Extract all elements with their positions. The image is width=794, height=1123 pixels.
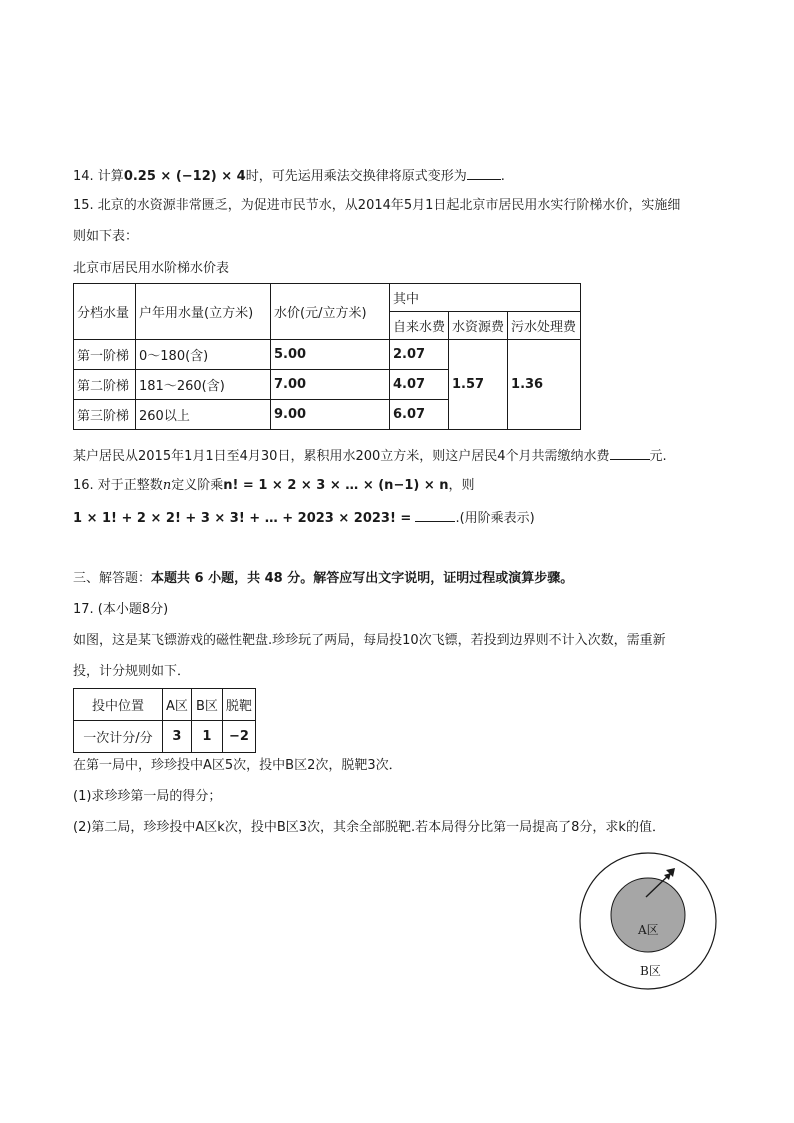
- q15-unit: 元.: [649, 449, 667, 464]
- header-annual-usage: 户年用水量(立方米): [136, 284, 271, 340]
- q16-text-before: 16. 对于正整数: [73, 478, 163, 493]
- q15-answer-blank: [610, 445, 650, 460]
- header-tier: 分档水量: [74, 284, 136, 340]
- q15-line2: 则如下表：: [73, 229, 139, 244]
- price-cell: 9.00: [271, 400, 390, 430]
- range-cell: 181～260(含): [136, 370, 271, 400]
- tier-cell: 第二阶梯: [74, 370, 136, 400]
- q17-line2: 投，计分规则如下．: [73, 664, 191, 679]
- tap-fee-cell: 4.07: [390, 370, 449, 400]
- score-miss: −2: [222, 721, 255, 753]
- zone-a-label: A区: [638, 923, 659, 937]
- q14-expression: 0.25 × (−12) × 4: [123, 169, 246, 184]
- inner-zone-a-circle: [611, 878, 685, 952]
- header-tap-fee: 自来水费: [390, 312, 449, 340]
- header-price: 水价(元/立方米): [271, 284, 390, 340]
- tier-cell: 第三阶梯: [74, 400, 136, 430]
- header-sewage-fee: 污水处理费: [508, 312, 581, 340]
- range-cell: 260以上: [136, 400, 271, 430]
- row-label-score: 一次计分/分: [74, 721, 163, 753]
- q14-answer-blank: [467, 165, 501, 180]
- section-3-instructions: 本题共 6 小题，共 48 分。解答应写出文字说明，证明过程或演算步骤。: [151, 571, 574, 586]
- range-cell: 0～180(含): [136, 340, 271, 370]
- q16-sum-expression: 1 × 1! + 2 × 2! + 3 × 3! + … + 2023 × 2023! =: [73, 511, 412, 526]
- header-zone-a: A区: [163, 689, 192, 721]
- tap-fee-cell: 2.07: [390, 340, 449, 370]
- tap-fee-cell: 6.07: [390, 400, 449, 430]
- q16-text-after: ，则: [448, 478, 475, 493]
- tier-cell: 第一阶梯: [74, 340, 136, 370]
- q14-line: [73, 165, 505, 187]
- q16-var-n: n: [162, 478, 172, 493]
- resource-fee-cell: 1.57: [449, 340, 508, 430]
- q17-part2: (2)第二局，珍珍投中A区k次，投中B区3次，其余全部脱靶.若本局得分比第一局提高了8分，求k的值．: [73, 820, 665, 835]
- q16-line1: [73, 476, 475, 496]
- q14-text-after: 时，可先运用乘法交换律将原式变形为: [245, 169, 467, 184]
- score-zone-b: 1: [191, 721, 222, 753]
- header-resource-fee: 水资源费: [449, 312, 508, 340]
- score-zone-a: 3: [163, 721, 192, 753]
- table-row: [74, 340, 581, 370]
- q15-question: 某户居民从2015年1月1日至4月30日，累积用水200立方米，则这户居民4个月共需缴纳水费: [73, 449, 610, 464]
- score-rule-table: [73, 688, 256, 753]
- q17-round1: 在第一局中，珍珍投中A区5次，投中B区2次，脱靶3次．: [73, 758, 402, 773]
- q17-part1: (1)求珍珍第一局的得分；: [73, 789, 222, 804]
- q16-answer-blank: [415, 507, 455, 522]
- q16-factorial-def: n! = 1 × 2 × 3 × … × (n−1) × n: [223, 478, 449, 493]
- q14-text-before: 14. 计算: [73, 169, 124, 184]
- section-3-heading: [73, 569, 573, 589]
- section-3-prefix: 三、解答题：: [73, 571, 152, 586]
- header-hit-position: 投中位置: [74, 689, 163, 721]
- header-miss: 脱靶: [222, 689, 255, 721]
- table-row: [74, 721, 256, 753]
- q15-question-line: [73, 445, 667, 467]
- header-among: 其中: [390, 284, 581, 312]
- price-cell: 7.00: [271, 370, 390, 400]
- sewage-fee-cell: 1.36: [508, 340, 581, 430]
- zone-b-label: B区: [640, 964, 661, 978]
- q16-text-mid: 定义阶乘: [171, 478, 224, 493]
- q16-line2-after: .(用阶乘表示): [455, 511, 535, 526]
- q17-line1: 如图，这是某飞镖游戏的磁性靶盘.珍珍玩了两局，每局投10次飞镖，若投到边界则不计入次数，需重新: [73, 633, 666, 648]
- q14-end: .: [500, 169, 505, 184]
- q15-line1: 15. 北京的水资源非常匮乏，为促进市民节水，从2014年5月1日起北京市居民用水实行阶梯水价，实施细: [73, 198, 681, 213]
- q16-line2: [73, 507, 535, 529]
- price-cell: 5.00: [271, 340, 390, 370]
- water-price-table: [73, 283, 581, 430]
- dartboard-figure: [574, 851, 734, 991]
- q17-title: 17. (本小题8分): [73, 602, 169, 617]
- q15-table-title: 北京市居民用水阶梯水价表: [73, 261, 230, 276]
- header-zone-b: B区: [191, 689, 222, 721]
